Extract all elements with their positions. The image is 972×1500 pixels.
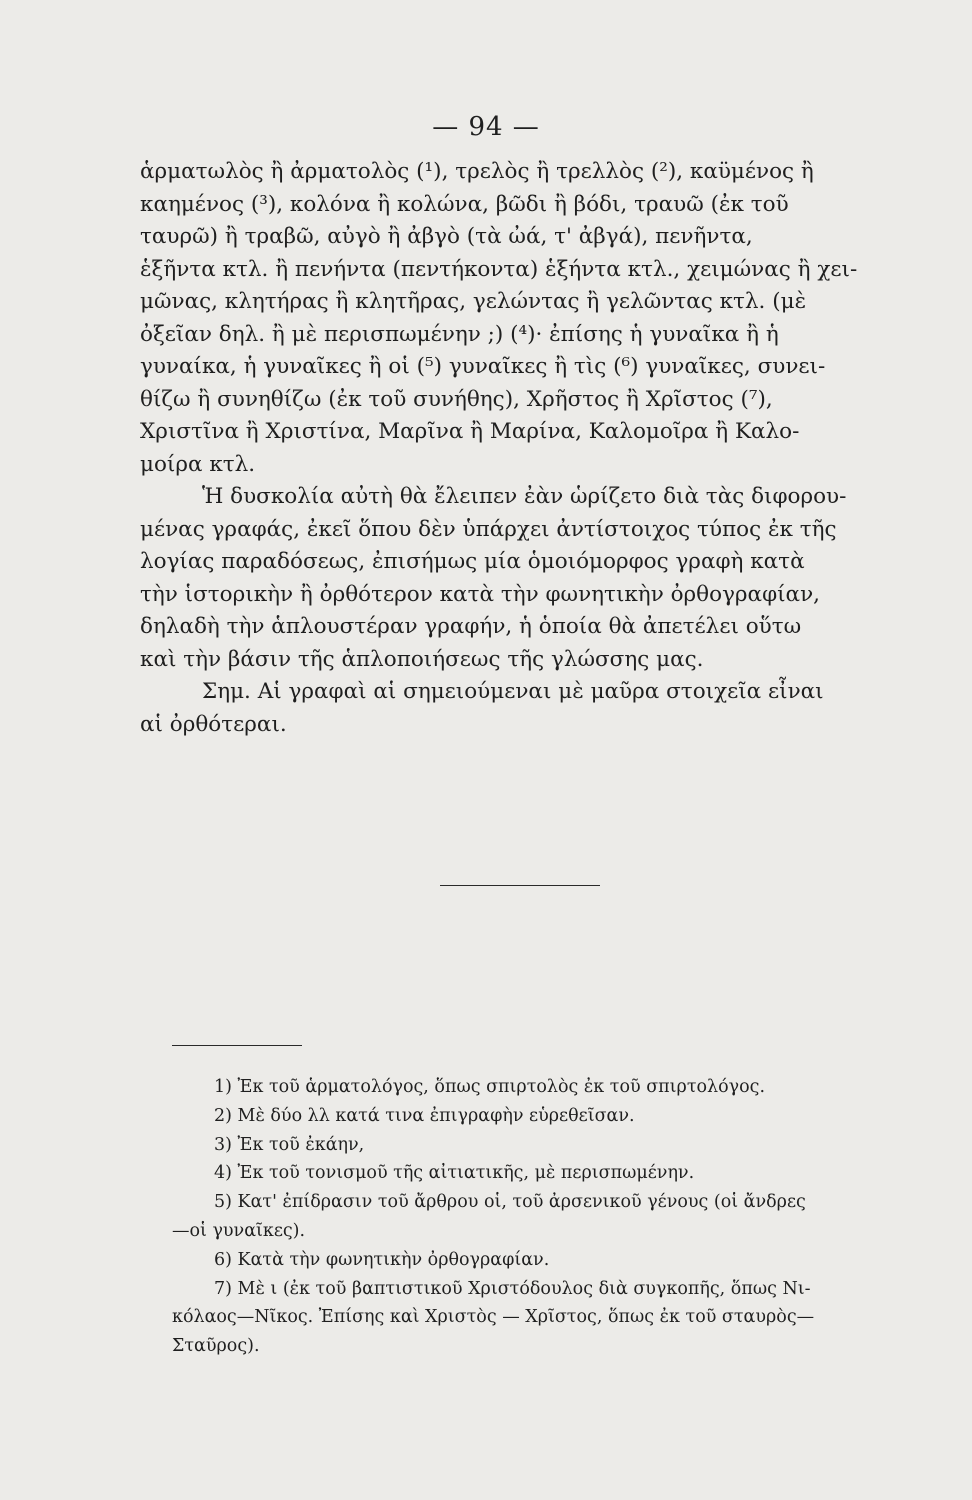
footnote: κόλαος—Νῖκος. Ἐπίσης καὶ Χριστὸς — Χρῖστος, ὅπως ἐκ τοῦ σταυρὸς—	[172, 1307, 815, 1328]
footnote: 6) Κατὰ τὴν φωνητικὴν ὀρθογραφίαν.	[214, 1249, 550, 1270]
text-line: ταυρῶ) ἢ τραβῶ, αὐγὸ ἢ ἀβγὸ (τὰ ὠά, τ' ἀβγά), πενῆντα,	[140, 224, 753, 249]
section-divider	[440, 885, 600, 886]
footnote: Σταῦρος).	[172, 1336, 260, 1357]
footnote: 2) Μὲ δύο λλ κατά τινα ἐπιγραφὴν εὑρεθεῖσαν.	[214, 1105, 635, 1126]
footnote: —οἱ γυναῖκες).	[172, 1220, 306, 1241]
text-line: καὶ τὴν βάσιν τῆς ἁπλοποιήσεως τῆς γλώσσης μας.	[140, 646, 704, 672]
text-line: Σημ. Αἱ γραφαὶ αἱ σημειούμεναι μὲ μαῦρα στοιχεῖα εἶναι	[202, 679, 824, 704]
text-line: ἁρματωλὸς ἢ ἀρματολὸς (¹), τρελὸς ἢ τρελλὸς (²), καϋμένος ἢ	[140, 159, 814, 184]
main-text	[140, 156, 900, 741]
text-line: Ἡ δυσκολία αὐτὴ θὰ ἔλειπεν ἐὰν ὡρίζετο διὰ τὰς διφορου-	[202, 484, 847, 509]
text-line: ὀξεῖαν δηλ. ἢ μὲ περισπωμένην ;) (⁴)· ἐπίσης ἡ γυναῖκα ἢ ἡ	[140, 321, 779, 347]
footnote-rule	[172, 1045, 302, 1046]
footnote: 4) Ἐκ τοῦ τονισμοῦ τῆς αἰτιατικῆς, μὲ περισπωμένην.	[214, 1163, 695, 1184]
footnotes	[172, 1073, 902, 1361]
footnote: 7) Μὲ ι (ἐκ τοῦ βαπτιστικοῦ Χριστόδουλος διὰ συγκοπῆς, ὅπως Νι-	[214, 1278, 811, 1299]
text-line: δηλαδὴ τὴν ἁπλουστέραν γραφήν, ἡ ὁποία θὰ ἀπετέλει οὕτω	[140, 614, 802, 639]
footnote: 3) Ἐκ τοῦ ἐκάην,	[214, 1134, 365, 1155]
text-line: καημένος (³), κολόνα ἢ κολώνα, βῶδι ἢ βόδι, τραυῶ (ἐκ τοῦ	[140, 191, 789, 217]
text-line: λογίας παραδόσεως, ἐπισήμως μία ὁμοιόμορφος γραφὴ κατὰ	[140, 549, 805, 574]
footnote: 1) Ἐκ τοῦ ἁρματολόγος, ὅπως σπιρτολὸς ἐκ τοῦ σπιρτολόγος.	[214, 1077, 766, 1097]
text-line: μένας γραφάς, ἐκεῖ ὅπου δὲν ὑπάρχει ἀντίστοιχος τύπος ἐκ τῆς	[140, 516, 837, 542]
text-line: γυναίκα, ἡ γυναῖκες ἢ οἱ (⁵) γυναῖκες ἢ τὶς (⁶) γυναῖκες, συνει-	[140, 354, 826, 379]
text-line: Χριστῖνα ἢ Χριστίνα, Μαρῖνα ἢ Μαρίνα, Καλομοῖρα ἢ Καλο-	[140, 419, 800, 444]
footnote: 5) Κατ' ἐπίδρασιν τοῦ ἄρθρου οἱ, τοῦ ἀρσενικοῦ γένους (οἱ ἄνδρες	[214, 1192, 806, 1213]
text-line: μοίρα κτλ.	[140, 451, 256, 477]
text-line: αἱ ὀρθότεραι.	[140, 711, 287, 737]
page-number: — 94 —	[432, 112, 540, 142]
text-line: ἑξῆντα κτλ. ἢ πενήντα (πεντήκοντα) ἑξήντα κτλ., χειμώνας ἢ χει-	[140, 256, 858, 282]
text-line: θίζω ἢ συνηθίζω (ἐκ τοῦ συνήθης), Χρῆστος ἢ Χρῖστος (⁷),	[140, 386, 773, 412]
text-line: μῶνας, κλητήρας ἢ κλητῆρας, γελώντας ἢ γελῶντας κτλ. (μὲ	[140, 289, 807, 314]
text-line: τὴν ἱστορικὴν ἢ ὀρθότερον κατὰ τὴν φωνητικὴν ὀρθογραφίαν,	[140, 581, 820, 607]
